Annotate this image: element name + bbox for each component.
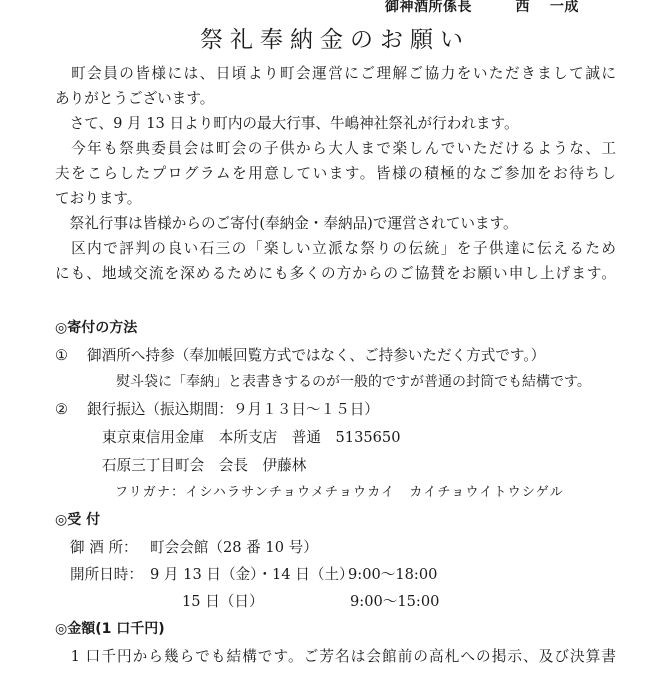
intro-p3-line1: 今年も祭典委員会は町会の子供から大人まで楽しんでいただけるような、工: [55, 140, 616, 157]
document-title: 祭礼奉納金のお願い: [200, 27, 470, 53]
reception-hours-label: 開所日時：: [70, 566, 143, 583]
donation-item1-marker: ①: [55, 347, 69, 364]
amount-text: 1 口千円から幾らでも結構です。ご芳名は会館前の高札への掲示、及び決算書: [55, 648, 616, 665]
signature-line: 御神酒所係長 西 一成: [385, 0, 579, 15]
intro-p2-line1: さて、9 月 13 日より町内の最大行事、牛嶋神社祭礼が行われます。: [55, 115, 519, 132]
intro-p1-line2: ありがとうございます。: [55, 90, 215, 107]
donation-item1-note: 熨斗袋に「奉納」と表書きするのが一般的ですが普通の封筒でも結構です。: [116, 374, 591, 390]
amount-heading: ◎金額(1 口千円): [55, 621, 165, 637]
reception-hours-day2: 15 日（日）: [182, 593, 264, 610]
bank-account-info: 東京東信用金庫 本所支店 普通 5135650: [102, 429, 401, 446]
account-furigana: フリガナ：イシハラサンチョウメチョウカイ カイチョウイトウシゲル: [115, 485, 564, 500]
intro-p5-line1: 区内で評判の良い石三の「楽しい立派な祭りの伝統」を子供達に伝えるため: [55, 240, 616, 257]
reception-heading: ◎受 付: [55, 512, 101, 528]
donation-item1-text: 御酒所へ持参（奉加帳回覧方式ではなく、ご持参いただく方式です。）: [87, 347, 546, 364]
intro-p5-line2: にも、地域交流を深めるためにも多くの方からのご協賛をお願い申し上げます。: [55, 265, 616, 282]
donation-method-heading: ◎寄付の方法: [55, 320, 138, 336]
donation-item2-text: 銀行振込（振込期間：９月１３日～１５日）: [87, 401, 379, 418]
reception-hours-time1: 9:00～18:00: [348, 566, 438, 583]
reception-location-value: 町会会館（28 番 10 号）: [150, 539, 318, 556]
reception-hours-day1: 9 月 13 日（金）・14 日（土）: [150, 566, 354, 583]
reception-hours-time2: 9:00～15:00: [350, 593, 440, 610]
donation-item2-marker: ②: [55, 401, 69, 418]
intro-p3-line3: ております。: [55, 190, 142, 207]
intro-p3-line2: 夫をこらしたプログラムを用意しています。皆様の積極的なご参加をお待ちし: [55, 165, 616, 182]
intro-p4-line1: 祭礼行事は皆様からのご寄付(奉納金・奉納品)で運営されています。: [55, 215, 518, 232]
intro-p1-line1: 町会員の皆様には、日頃より町会運営にご理解ご協力をいただきまして誠に: [55, 65, 616, 82]
reception-location-label: 御 酒 所：: [70, 539, 138, 556]
account-holder-name: 石原三丁目町会 会長 伊藤林: [102, 457, 307, 474]
